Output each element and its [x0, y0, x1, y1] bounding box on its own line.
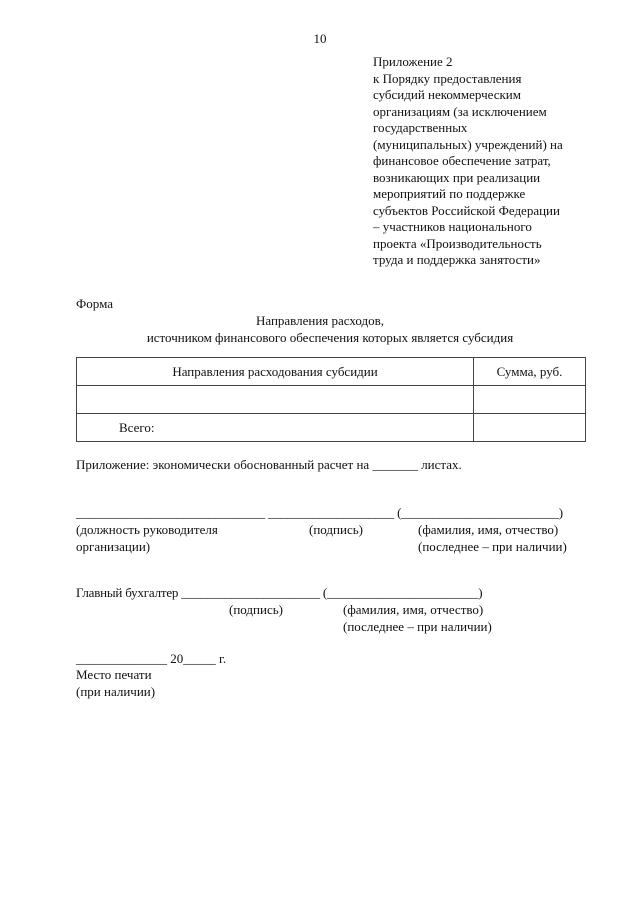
attachment-line: Приложение: экономически обоснованный расчет на _______ листах.: [76, 457, 462, 472]
header-cell-amount: Сумма, руб.: [474, 358, 586, 386]
appendix-line: субъектов Российской Федерации: [373, 202, 560, 218]
appendix-line: труда и поддержка занятости»: [373, 252, 541, 267]
appendix-line: субсидий некоммерческим: [373, 87, 521, 102]
table-row: [77, 386, 586, 414]
form-title-line2: источником финансового обеспечения которых является субсидия: [146, 330, 514, 345]
header-cell-direction: Направления расходования субсидии: [77, 358, 474, 386]
form-title-line1: Направления расходов,: [255, 313, 385, 328]
page-number: 10: [313, 31, 327, 46]
seal-note: (при наличии): [76, 684, 156, 699]
total-amount-cell[interactable]: [474, 414, 586, 442]
table-header-row: [77, 358, 586, 386]
appendix-line: финансовое обеспечение затрат,: [373, 153, 551, 168]
accountant-fio-caption-note: (последнее – при наличии): [343, 619, 492, 634]
fio-caption: (фамилия, имя, отчество): [418, 522, 559, 537]
appendix-line: возникающих при реализации: [373, 169, 541, 185]
appendix-line: – участников национального: [373, 219, 532, 234]
fio-caption-note: (последнее – при наличии): [418, 539, 567, 554]
appendix-line: организациям (за исключением: [373, 103, 547, 119]
table-cell-direction[interactable]: [77, 386, 474, 414]
appendix-header: [373, 54, 613, 269]
appendix-line: государственных: [373, 120, 468, 135]
form-label: Форма: [76, 296, 113, 311]
appendix-line: Приложение 2: [373, 54, 453, 69]
expenses-table: [76, 357, 586, 442]
appendix-line: к Порядку предоставления: [373, 70, 522, 86]
appendix-line: (муниципальных) учреждений) на: [373, 136, 563, 152]
head-signature-line: ______________________________ ____________________ (_________________________): [76, 505, 563, 520]
table-cell-amount[interactable]: [474, 386, 586, 414]
date-line: ______________ 20_____ г.: [76, 651, 227, 666]
appendix-line: мероприятий по поддержке: [373, 186, 526, 201]
accountant-signature-caption: (подпись): [229, 602, 283, 617]
table-total-row: [77, 414, 586, 442]
position-caption: (должность руководителя: [76, 522, 218, 537]
position-caption-cont: организации): [76, 539, 151, 554]
accountant-signature-line: Главный бухгалтер ______________________ (________________________): [76, 585, 483, 600]
seal-label: Место печати: [76, 667, 152, 682]
total-label: Всего:: [77, 414, 474, 442]
appendix-line: проекта «Производительность: [373, 235, 542, 251]
signature-caption: (подпись): [309, 522, 363, 537]
accountant-fio-caption: (фамилия, имя, отчество): [343, 602, 484, 617]
